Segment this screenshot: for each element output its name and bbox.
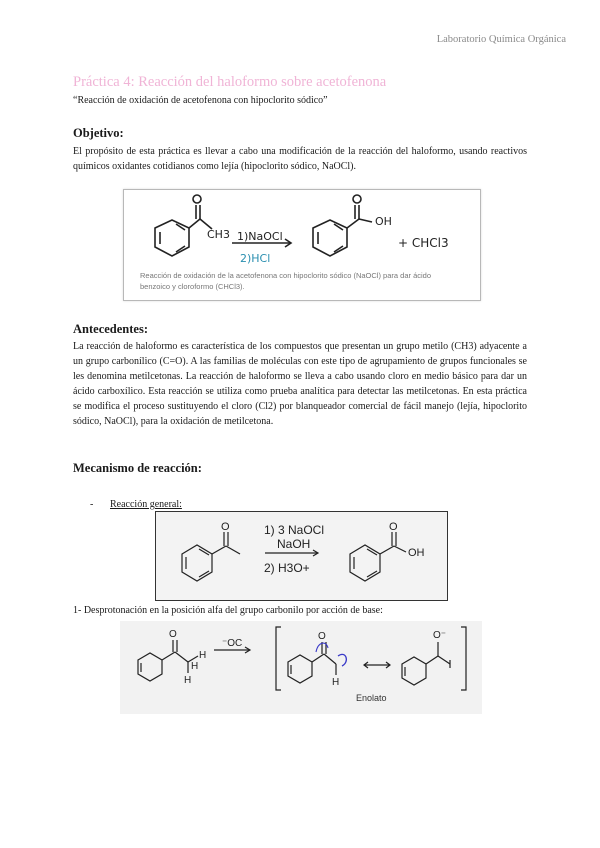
enolate-label: Enolato: [356, 693, 387, 703]
reagent-hcl: 2)HCl: [240, 252, 271, 265]
objective-heading: Objetivo:: [73, 126, 124, 140]
product-oh: OH: [375, 215, 392, 228]
background-heading: Antecedentes:: [73, 322, 148, 336]
step1-o2: O: [318, 631, 326, 642]
page-subtitle: “Reacción de oxidación de acetofenona con hipoclorito sódico”: [73, 95, 328, 106]
step1-o1: O: [169, 629, 177, 640]
header-lab-name: Laboratorio Química Orgánica: [436, 34, 566, 45]
general-line3: 2) H3O+: [264, 561, 310, 575]
mechanism-heading: Mecanismo de reacción:: [73, 461, 202, 475]
background-text: La reacción de haloformo es característica de los compuestos que presentan un grupo metilo (CH3) adyacente a un grupo carbonílico (C=O). A las familias de moléculas con este tipo de agrupamiento de grupos funcionales se les denomina metilcetonas. La reacción de haloformo se lleva a cabo usando cloro en medio básico para dar un ácido carboxílico. Esta reacción se utiliza como prueba analítica para detectar las metilcetonas. En esta práctica se modifica el proceso sustituyendo el cloro (Cl2) por blanqueador comercial de fácil manejo (lejía, hipoclorito sódico, NaOCl), para la oxidación de metilcetona.: [73, 341, 527, 427]
step1-o3: O⁻: [433, 630, 447, 641]
reagent-naocl: 1)NaOCl: [237, 230, 283, 243]
step1-h1: H: [199, 650, 207, 661]
step1-label: 1- Desprotonación en la posición alfa del grupo carbonilo por acción de base:: [73, 605, 383, 616]
product-hydroxyl: OH: [408, 547, 425, 559]
step1-base: ⁻OC: [222, 638, 243, 649]
general-line2: NaOH: [277, 537, 311, 551]
bullet-dash: -: [90, 499, 94, 510]
reactant-oxygen: O: [221, 521, 230, 533]
general-line1: 1) 3 NaOCl: [264, 523, 325, 537]
product-oxygen: O: [389, 521, 398, 533]
step1-h2: H: [191, 661, 199, 672]
step1-h4: H: [332, 677, 340, 688]
byproduct-chcl3: + CHCl3: [398, 236, 449, 250]
figure-caption: Reacción de oxidación de la acetofenona con hipoclorito sódico (NaOCl) para dar ácido benzoico y cloroformo (CHCl3).: [140, 271, 432, 291]
step1-h3: H: [184, 675, 192, 686]
objective-text: El propósito de esta práctica es llevar a cabo una modificación de la reacción del haloformo, usando reactivos químicos oxidantes cotidianos como lejía (hipoclorito sódico, NaOCl).: [73, 146, 527, 172]
ch3-label: CH3: [207, 228, 230, 241]
general-reaction-label: Reacción general:: [110, 499, 182, 510]
page-title: Práctica 4: Reacción del haloformo sobre acetofenona: [73, 74, 387, 90]
